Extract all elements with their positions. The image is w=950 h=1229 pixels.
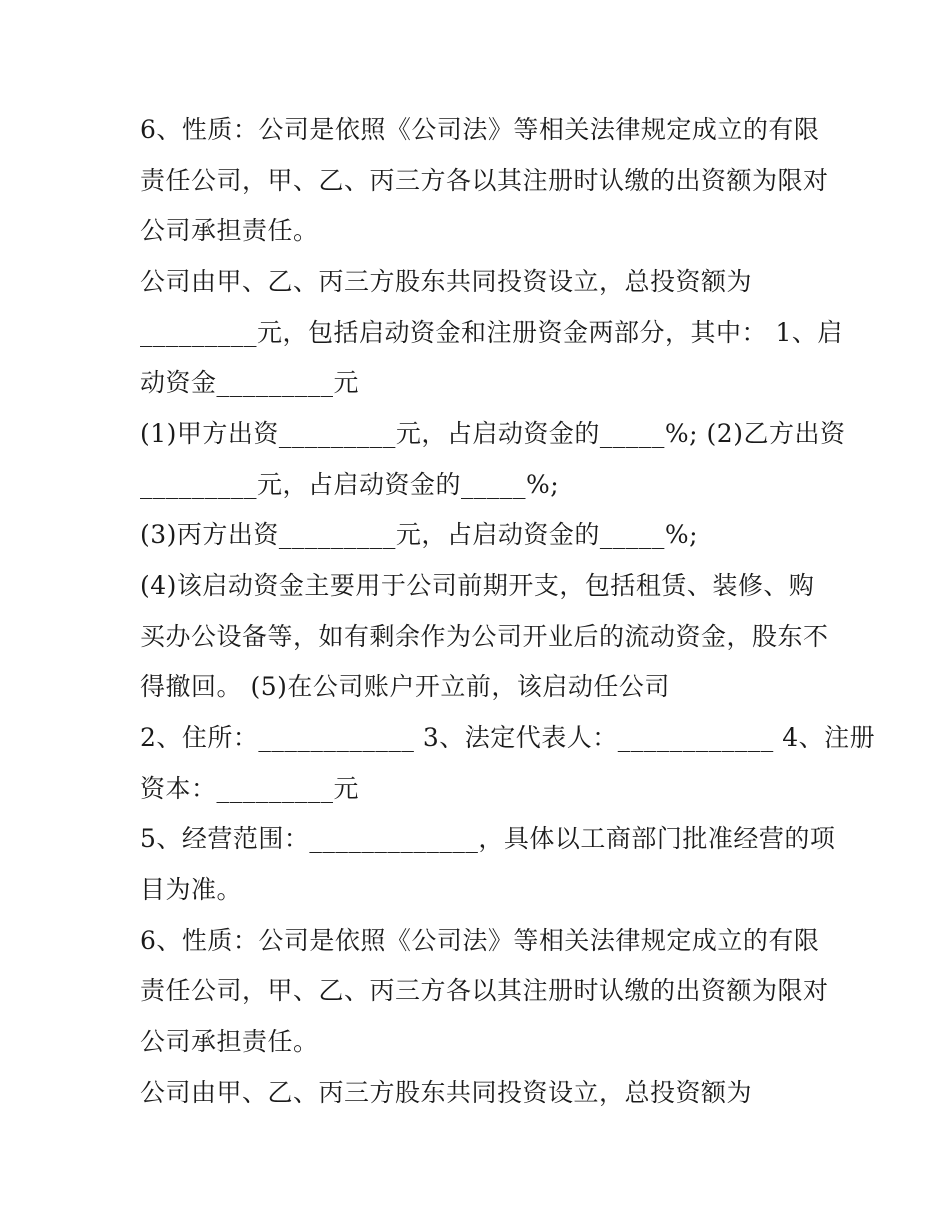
- text-line-1: 6、性质：公司是依照《公司法》等相关法律规定成立的有限: [140, 115, 820, 144]
- text-line-18: 责任公司，甲、乙、丙三方各以其注册时认缴的出资额为限对: [140, 976, 829, 1005]
- text-line-10: (4)该启动资金主要用于公司前期开支，包括租赁、装修、购: [140, 571, 815, 600]
- text-line-5: _________元，包括启动资金和注册资金两部分，其中： 1、启: [140, 318, 843, 347]
- text-line-16: 目为准。: [140, 875, 243, 904]
- text-line-7: (1)甲方出资_________元，占启动资金的_____%; (2)乙方出资: [140, 419, 846, 448]
- text-line-6: 动资金_________元: [140, 368, 360, 397]
- text-line-11: 买办公设备等，如有剩余作为公司开业后的流动资金，股东不: [140, 622, 829, 651]
- text-line-17: 6、性质：公司是依照《公司法》等相关法律规定成立的有限: [140, 926, 820, 955]
- text-line-15: 5、经营范围：_____________，具体以工商部门批准经营的项: [140, 824, 836, 853]
- text-line-4: 公司由甲、乙、丙三方股东共同投资设立，总投资额为: [140, 267, 753, 296]
- text-line-8: _________元，占启动资金的_____%;: [140, 470, 560, 499]
- text-line-2: 责任公司，甲、乙、丙三方各以其注册时认缴的出资额为限对: [140, 166, 829, 195]
- text-line-19: 公司承担责任。: [140, 1027, 319, 1056]
- text-line-20: 公司由甲、乙、丙三方股东共同投资设立，总投资额为: [140, 1078, 753, 1107]
- text-line-13: 2、住所：____________ 3、法定代表人：____________ 4、注册: [140, 723, 876, 752]
- text-line-9: (3)丙方出资_________元，占启动资金的_____%;: [140, 520, 699, 549]
- text-line-14: 资本：_________元: [140, 774, 360, 803]
- text-line-12: 得撤回。 (5)在公司账户开立前，该启动任公司: [140, 672, 670, 701]
- text-line-3: 公司承担责任。: [140, 216, 319, 245]
